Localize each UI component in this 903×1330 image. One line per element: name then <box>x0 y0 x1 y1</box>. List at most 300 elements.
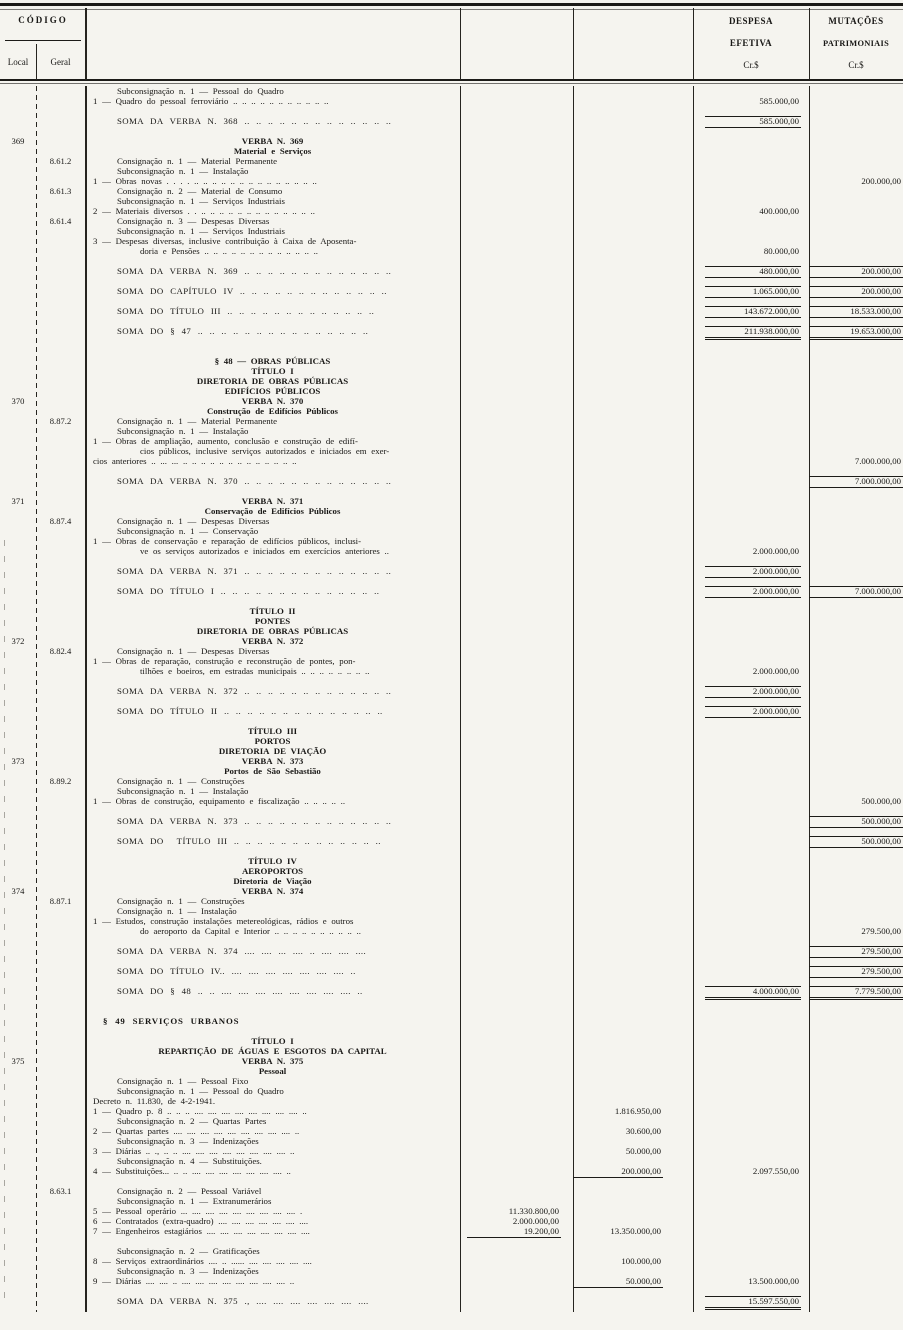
description: do aeroporto da Capital e Interior .. .. .. .. .. .. .. .. .. .. <box>93 926 361 936</box>
table-row <box>0 666 903 676</box>
despesa-column-header-line2: EFETIVA <box>729 38 773 48</box>
table-row <box>0 436 903 446</box>
description: tilhões e boeiros, em estradas municipais .. .. .. .. .. .. .. .. <box>93 666 370 676</box>
amount-mutacoes-cell <box>809 456 903 467</box>
description: SOMA DO TÍTULO III .. .. .. .. .. .. .. .. .. .. .. .. .. <box>117 836 381 846</box>
geral-code: 8.61.3 <box>49 186 72 196</box>
table-row <box>0 516 903 526</box>
spacer-row <box>0 846 903 856</box>
table-row <box>0 1216 903 1226</box>
amount-mutacoes: 7.779.500,00 <box>809 986 903 1000</box>
table-row <box>0 786 903 796</box>
column-divider <box>573 8 574 80</box>
geral-code: 8.87.2 <box>49 416 72 426</box>
description: § 48 — OBRAS PÚBLICAS <box>214 356 331 366</box>
amount-mutacoes-cell <box>809 836 903 848</box>
description: Subconsignação n. 1 — Instalação <box>117 426 249 436</box>
amount-despesa-cell <box>693 286 809 298</box>
description: Subconsignação n. 1 — Instalação <box>117 786 249 796</box>
amount-mutacoes: 279.500,00 <box>809 946 903 958</box>
spacer-row <box>0 256 903 266</box>
amount-subtotal: 13.350.000,00 <box>610 1226 661 1236</box>
table-row <box>0 1136 903 1146</box>
table-row <box>0 606 903 616</box>
amount-mutacoes-cell <box>809 796 903 807</box>
amount-despesa-cell <box>693 546 809 557</box>
table-row <box>0 966 903 976</box>
mutacoes-column-header-line2: PATRIMONIAIS <box>822 39 890 48</box>
spacer-row <box>0 806 903 816</box>
amount-detail: 2.000.000,00 <box>512 1216 559 1226</box>
table-row <box>0 1256 903 1266</box>
description: VERBA N. 369 <box>241 136 304 146</box>
table-row <box>0 756 903 766</box>
description: PORTOS <box>254 736 291 746</box>
table-row <box>0 1186 903 1196</box>
description: SOMA DO TÍTULO III .. .. .. .. .. .. .. .. .. .. .. .. .. <box>117 306 375 316</box>
amount-mutacoes-cell <box>809 586 903 598</box>
table-row <box>0 116 903 126</box>
description: Subconsignação n. 3 — Indenizações <box>117 1266 259 1276</box>
table-row <box>0 656 903 666</box>
amount-despesa-cell <box>693 666 809 677</box>
amount-despesa: 585.000,00 <box>705 116 801 128</box>
table-row <box>0 166 903 176</box>
description: 1 — Obras novas . . . . .. .. .. .. .. .. .. .. .. .. .. .. .. .. <box>93 176 317 186</box>
amount-despesa: 480.000,00 <box>705 266 801 278</box>
table-row <box>0 886 903 896</box>
table-row <box>0 1106 903 1116</box>
geral-code: 8.82.4 <box>49 646 72 656</box>
table-row <box>0 1276 903 1286</box>
amount-subtotal-cell <box>573 1126 693 1137</box>
spacer-row <box>0 486 903 496</box>
description: 9 — Diárias .... .... .. .... .... .... .... .... .... .... .... .. <box>93 1276 295 1286</box>
spacer-row <box>0 346 903 356</box>
amount-mutacoes-cell <box>809 306 903 318</box>
description: SOMA DA VERBA N. 374 .... .... ... .... .. .... .... .... <box>117 946 367 956</box>
table-row <box>0 206 903 216</box>
despesa-column-header: DESPESA <box>728 16 773 26</box>
description: 7 — Engenheiros estagiários .... .... .... .... .... .... .... .... <box>93 1226 310 1236</box>
local-code: 369 <box>11 136 25 146</box>
table-row <box>0 1166 903 1176</box>
description: TÍTULO IV <box>248 856 297 866</box>
description: VERBA N. 370 <box>241 396 304 406</box>
despesa-currency-label: Cr.$ <box>743 60 759 70</box>
amount-detail-cell <box>460 1226 573 1238</box>
table-row <box>0 1206 903 1216</box>
table-row <box>0 726 903 736</box>
table-row <box>0 1126 903 1136</box>
table-row <box>0 386 903 396</box>
table-row <box>0 216 903 226</box>
geral-code: 8.87.1 <box>49 896 72 906</box>
amount-despesa: 2.000.000,00 <box>705 566 801 578</box>
amount-mutacoes-cell <box>809 926 903 937</box>
table-row <box>0 1226 903 1236</box>
amount-mutacoes-cell <box>809 326 903 340</box>
table-row <box>0 686 903 696</box>
amount-mutacoes-cell <box>809 966 903 978</box>
table-row <box>0 146 903 156</box>
amount-subtotal-cell <box>573 1276 693 1288</box>
table-row <box>0 1046 903 1056</box>
spacer-row <box>0 1026 903 1036</box>
table-row <box>0 926 903 936</box>
description: TÍTULO I <box>251 1036 294 1046</box>
table-row <box>0 326 903 336</box>
description: Subconsignação n. 1 — Pessoal do Quadro <box>117 86 284 96</box>
table-row <box>0 946 903 956</box>
description: Consignação n. 1 — Construções <box>117 776 245 786</box>
mutacoes-currency-label: Cr.$ <box>848 60 864 70</box>
description: SOMA DA VERBA N. 370 .. .. .. .. .. .. .. .. .. .. .. .. .. <box>117 476 392 486</box>
spacer-row <box>0 1236 903 1246</box>
codigo-underline <box>5 40 81 41</box>
table-row <box>0 416 903 426</box>
description: Consignação n. 1 — Instalação <box>117 906 237 916</box>
table-row <box>0 456 903 466</box>
amount-subtotal-cell <box>573 1166 693 1178</box>
local-code: 373 <box>11 756 25 766</box>
geral-code: 8.89.2 <box>49 776 72 786</box>
description: Consignação n. 1 — Despesas Diversas <box>117 646 270 656</box>
amount-despesa-cell <box>693 706 809 718</box>
amount-mutacoes: 500.000,00 <box>861 796 901 806</box>
description: Diretoria de Viação <box>233 876 312 886</box>
local-code: 374 <box>11 886 25 896</box>
description: 5 — Pessoal operário ... .... .... .... .... .... .... .... .... . <box>93 1206 303 1216</box>
local-code: 370 <box>11 396 25 406</box>
amount-despesa-cell <box>693 266 809 278</box>
description: EDIFÍCIOS PÚBLICOS <box>224 386 321 396</box>
description: SOMA DA VERBA N. 369 .. .. .. .. .. .. .. .. .. .. .. .. .. <box>117 266 392 276</box>
amount-despesa: 143.672.000,00 <box>705 306 801 318</box>
table-row <box>0 406 903 416</box>
table-row <box>0 626 903 636</box>
description: 4 — Substituições... .. .. .... .... .... .... .... .... .... .. <box>93 1166 291 1176</box>
table-row <box>0 636 903 646</box>
description: DIRETORIA DE VIAÇÃO <box>218 746 327 756</box>
table-row <box>0 526 903 536</box>
spacer-row <box>0 956 903 966</box>
table-row <box>0 916 903 926</box>
amount-despesa-cell <box>693 586 809 598</box>
description: Consignação n. 1 — Despesas Diversas <box>117 516 270 526</box>
table-row <box>0 796 903 806</box>
amount-mutacoes: 500.000,00 <box>809 816 903 828</box>
description: 1 — Obras de conservação e reparação de edifícios públicos, inclusi- <box>93 536 362 546</box>
amount-subtotal: 50.000,00 <box>573 1277 663 1288</box>
amount-despesa: 400.000,00 <box>759 206 799 216</box>
table-row <box>0 816 903 826</box>
amount-despesa: 2.000.000,00 <box>705 686 801 698</box>
top-border-rule-thin <box>0 9 903 10</box>
description: doria e Pensões .. .. .. .. .. .. .. .. .. .. .. .. .. <box>93 246 318 256</box>
table-row <box>0 306 903 316</box>
amount-mutacoes: 279.500,00 <box>809 966 903 978</box>
table-row <box>0 766 903 776</box>
amount-despesa: 2.000.000,00 <box>752 666 799 676</box>
amount-mutacoes: 7.000.000,00 <box>854 456 901 466</box>
description: TÍTULO II <box>249 606 296 616</box>
description: Subconsignação n. 1 — Conservação <box>117 526 259 536</box>
description: 3 — Diárias .. ., .. .. .... .... .... .... .... .... .... .... .. <box>93 1146 295 1156</box>
table-row <box>0 866 903 876</box>
description: Consignação n. 3 — Despesas Diversas <box>117 216 270 226</box>
description: Consignação n. 2 — Pessoal Variável <box>117 1186 262 1196</box>
header-bottom-rule <box>0 79 903 81</box>
table-row <box>0 496 903 506</box>
amount-despesa-cell <box>693 246 809 257</box>
amount-mutacoes-cell <box>809 476 903 488</box>
spacer-row <box>0 936 903 946</box>
amount-mutacoes: 18.533.000,00 <box>809 306 903 318</box>
geral-code: 8.87.4 <box>49 516 72 526</box>
table-row <box>0 426 903 436</box>
table-row <box>0 86 903 96</box>
amount-despesa-cell <box>693 96 809 107</box>
description: Pessoal <box>258 1066 287 1076</box>
description: Subconsignação n. 1 — Serviços Industriais <box>117 226 285 236</box>
description: Decreto n. 11.830, de 4-2-1941. <box>93 1096 216 1106</box>
description: Subconsignação n. 3 — Indenizações <box>117 1136 259 1146</box>
description: VERBA N. 375 <box>241 1056 304 1066</box>
amount-subtotal: 100.000,00 <box>621 1256 661 1266</box>
local-code: 372 <box>11 636 25 646</box>
table-row <box>0 1096 903 1106</box>
spacer-row <box>0 556 903 566</box>
description: VERBA N. 372 <box>241 636 304 646</box>
amount-despesa: 15.597.550,00 <box>705 1296 801 1310</box>
amount-despesa-cell <box>693 306 809 318</box>
amount-subtotal: 1.816.950,00 <box>614 1106 661 1116</box>
table-row <box>0 1036 903 1046</box>
amount-despesa: 211.938.000,00 <box>705 326 801 340</box>
amount-detail: 19.200,00 <box>467 1227 561 1238</box>
table-row <box>0 366 903 376</box>
description: 6 — Contratados (extra-quadro) .... .... .... .... .... .... .... <box>93 1216 309 1226</box>
mutacoes-column-header: MUTAÇÕES <box>828 16 884 26</box>
amount-despesa: 2.000.000,00 <box>705 586 801 598</box>
table-row <box>0 226 903 236</box>
description: Material e Serviços <box>233 146 312 156</box>
description: Subconsignação n. 4 — Substituições. <box>117 1156 262 1166</box>
description: Conservação de Edifícios Públicos <box>204 506 341 516</box>
amount-mutacoes: 200.000,00 <box>809 266 903 278</box>
description: Subconsignação n. 1 — Pessoal do Quadro <box>117 1086 284 1096</box>
description: VERBA N. 371 <box>241 496 304 506</box>
amount-mutacoes-cell <box>809 946 903 958</box>
amount-despesa: 1.065.000,00 <box>705 286 801 298</box>
table-row <box>0 646 903 656</box>
table-row <box>0 836 903 846</box>
description: SOMA DA VERBA N. 373 .. .. .. .. .. .. .. .. .. .. .. .. .. <box>117 816 392 826</box>
table-row <box>0 1266 903 1276</box>
description: 1 — Quadro do pessoal ferroviário .. .. .. .. .. .. .. .. .. .. .. <box>93 96 329 106</box>
geral-code: 8.63.1 <box>49 1186 72 1196</box>
description: SOMA DA VERBA N. 371 .. .. .. .. .. .. .. .. .. .. .. .. .. <box>117 566 392 576</box>
description: VERBA N. 374 <box>241 886 304 896</box>
description: REPARTIÇÃO DE ÁGUAS E ESGOTOS DA CAPITAL <box>158 1046 387 1056</box>
description: SOMA DA VERBA N. 368 .. .. .. .. .. .. .. .. .. .. .. .. .. <box>117 116 392 126</box>
amount-despesa: 2.000.000,00 <box>752 546 799 556</box>
table-row <box>0 96 903 106</box>
table-row <box>0 356 903 366</box>
table-row <box>0 506 903 516</box>
amount-mutacoes: 19.653.000,00 <box>809 326 903 340</box>
description: DIRETORIA DE OBRAS PÚBLICAS <box>196 626 349 636</box>
table-row <box>0 1076 903 1086</box>
table-row <box>0 1156 903 1166</box>
description: SOMA DA VERBA N. 372 .. .. .. .. .. .. .. .. .. .. .. .. .. <box>117 686 392 696</box>
description: cios anteriores .. ... ... .. .. .. .. .. .. .. .. .. .. .. .. .. <box>93 456 297 466</box>
amount-despesa-cell <box>693 566 809 578</box>
top-border-rule <box>0 3 903 6</box>
amount-despesa-cell <box>693 206 809 217</box>
amount-detail: 11.330.800,00 <box>508 1206 559 1216</box>
table-row <box>0 156 903 166</box>
local-column-header: Local <box>7 57 29 67</box>
table-row <box>0 566 903 576</box>
table-row <box>0 186 903 196</box>
spacer-row <box>0 1176 903 1186</box>
description: 2 — Materiais diversos . . .. .. .. .. .. .. .. .. .. .. .. .. .. <box>93 206 315 216</box>
description: 1 — Quadro p. 8 .. .. .. .... .... .... .... .... .... .... .... .. <box>93 1106 307 1116</box>
table-row <box>0 476 903 486</box>
description: SOMA DO § 48 .. .. .... .... .... .... .... .... .... .... .. <box>117 986 363 996</box>
table-row <box>0 876 903 886</box>
description: TÍTULO I <box>251 366 294 376</box>
geral-column-header: Geral <box>50 57 71 67</box>
amount-mutacoes: 279.500,00 <box>861 926 901 936</box>
table-row <box>0 546 903 556</box>
amount-mutacoes-cell <box>809 816 903 828</box>
amount-mutacoes: 7.000.000,00 <box>809 476 903 488</box>
description: SOMA DO TÍTULO II .. .. .. .. .. .. .. .. .. .. .. .. .. .. <box>117 706 383 716</box>
description: SOMA DA VERBA N. 375 ., .... .... .... .... .... .... .... <box>117 1296 369 1306</box>
amount-despesa: 80.000,00 <box>763 246 799 256</box>
geral-code: 8.61.2 <box>49 156 72 166</box>
amount-subtotal: 50.000,00 <box>625 1146 661 1156</box>
description: PONTES <box>254 616 291 626</box>
description: 1 — Obras de reparação, construção e reconstrução de pontes, pon- <box>93 656 356 666</box>
amount-despesa-cell <box>693 686 809 698</box>
spacer-row <box>0 106 903 116</box>
table-row <box>0 736 903 746</box>
amount-despesa-cell <box>693 116 809 128</box>
description: SOMA DO CAPÍTULO IV .. .. .. .. .. .. .. .. .. .. .. .. .. <box>117 286 387 296</box>
geral-code: 8.61.4 <box>49 216 72 226</box>
table-row <box>0 286 903 296</box>
column-divider <box>460 8 461 80</box>
description: ve os serviços autorizados e iniciados em exercícios anteriores .. <box>93 546 389 556</box>
table-row <box>0 1146 903 1156</box>
description: Consignação n. 1 — Pessoal Fixo <box>117 1076 249 1086</box>
amount-subtotal-cell <box>573 1106 693 1117</box>
header-bottom-rule-thin <box>0 83 903 84</box>
amount-subtotal-cell <box>573 1226 693 1237</box>
spacer-row <box>0 1006 903 1016</box>
amount-despesa-cell <box>693 1296 809 1310</box>
table-row <box>0 1056 903 1066</box>
description: TÍTULO III <box>247 726 298 736</box>
table-row <box>0 136 903 146</box>
table-row <box>0 1296 903 1306</box>
description: Consignação n. 1 — Material Permanente <box>117 416 278 426</box>
spacer-row <box>0 676 903 686</box>
table-row <box>0 706 903 716</box>
table-row <box>0 446 903 456</box>
table-row <box>0 196 903 206</box>
description: AEROPORTOS <box>241 866 304 876</box>
description: § 49 SERVIÇOS URBANOS <box>103 1016 240 1026</box>
amount-despesa: 585.000,00 <box>759 96 799 106</box>
amount-mutacoes: 200.000,00 <box>809 286 903 298</box>
amount-subtotal-cell <box>573 1256 693 1267</box>
description: VERBA N. 373 <box>241 756 304 766</box>
amount-mutacoes-cell <box>809 286 903 298</box>
amount-despesa: 4.000.000,00 <box>705 986 801 1000</box>
table-row <box>0 1246 903 1256</box>
description: Consignação n. 1 — Material Permanente <box>117 156 278 166</box>
description: Subconsignação n. 1 — Instalação <box>117 166 249 176</box>
table-row <box>0 746 903 756</box>
description: 2 — Quartas partes .... .... .... .... .... .... .... .... .... .. <box>93 1126 300 1136</box>
table-row <box>0 1116 903 1126</box>
codigo-header: CÓDIGO <box>18 15 68 25</box>
description: DIRETORIA DE OBRAS PÚBLICAS <box>196 376 349 386</box>
description: 1 — Obras de construção, equipamento e fiscalização .. .. .. .. .. <box>93 796 346 806</box>
amount-despesa: 2.097.550,00 <box>752 1166 799 1176</box>
description: cios públicos, inclusive serviços autorizados e iniciados em exer- <box>93 446 390 456</box>
table-row <box>0 776 903 786</box>
amount-despesa: 2.000.000,00 <box>705 706 801 718</box>
table-body <box>0 86 903 1306</box>
amount-despesa-cell <box>693 326 809 340</box>
description: 1 — Estudos, construção instalações metereológicas, rádios e outros <box>93 916 354 926</box>
description: Subconsignação n. 1 — Serviços Industriais <box>117 196 285 206</box>
description: Construção de Edifícios Públicos <box>207 406 338 416</box>
amount-despesa: 13.500.000,00 <box>748 1276 799 1286</box>
table-row <box>0 536 903 546</box>
spacer-row <box>0 976 903 986</box>
amount-mutacoes-cell <box>809 176 903 187</box>
table-row <box>0 856 903 866</box>
description: SOMA DO TÍTULO IV.. .... .... .... .... .... .... .... .. <box>117 966 356 976</box>
description: Subconsignação n. 2 — Quartas Partes <box>117 1116 267 1126</box>
spacer-row <box>0 466 903 476</box>
description: 1 — Obras de ampliação, aumento, conclusão e construção de edifí- <box>93 436 358 446</box>
table-row <box>0 586 903 596</box>
description: Consignação n. 2 — Material de Consumo <box>117 186 283 196</box>
amount-mutacoes-cell <box>809 266 903 278</box>
description: Subconsignação n. 2 — Gratificações <box>117 1246 260 1256</box>
description: SOMA DO § 47 .. .. .. .. .. .. .. .. .. .. .. .. .. .. .. <box>117 326 369 336</box>
table-row <box>0 236 903 246</box>
table-row <box>0 376 903 386</box>
amount-mutacoes-cell <box>809 986 903 1000</box>
amount-subtotal-cell <box>573 1146 693 1157</box>
table-row <box>0 896 903 906</box>
description: Portos de São Sebastião <box>224 766 321 776</box>
amount-mutacoes: 200.000,00 <box>861 176 901 186</box>
table-row <box>0 986 903 996</box>
local-code: 375 <box>11 1056 25 1066</box>
description: Subconsignação n. 1 — Extranumerários <box>117 1196 272 1206</box>
amount-subtotal: 200.000,00 <box>573 1167 663 1178</box>
